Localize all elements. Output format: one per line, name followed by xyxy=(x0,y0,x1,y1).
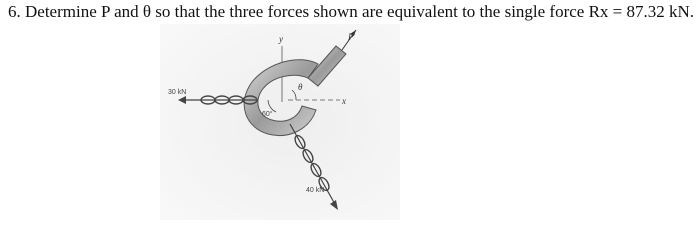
p-force-label: P xyxy=(348,32,354,42)
theta-label: θ xyxy=(298,82,303,92)
force-diagram-svg xyxy=(160,24,400,220)
x-axis-label: x xyxy=(342,96,346,106)
force-diagram xyxy=(160,24,400,220)
problem-statement: 6. Determine P and θ so that the three forces shown are equivalent to the single force Rx = 87.32 kN. xyxy=(8,2,695,21)
angle-60-label: 60° xyxy=(262,111,273,118)
y-axis-label: y xyxy=(279,34,283,44)
left-force-label: 30 kN xyxy=(168,89,187,96)
bottom-force-label: 40 kN xyxy=(306,187,325,194)
